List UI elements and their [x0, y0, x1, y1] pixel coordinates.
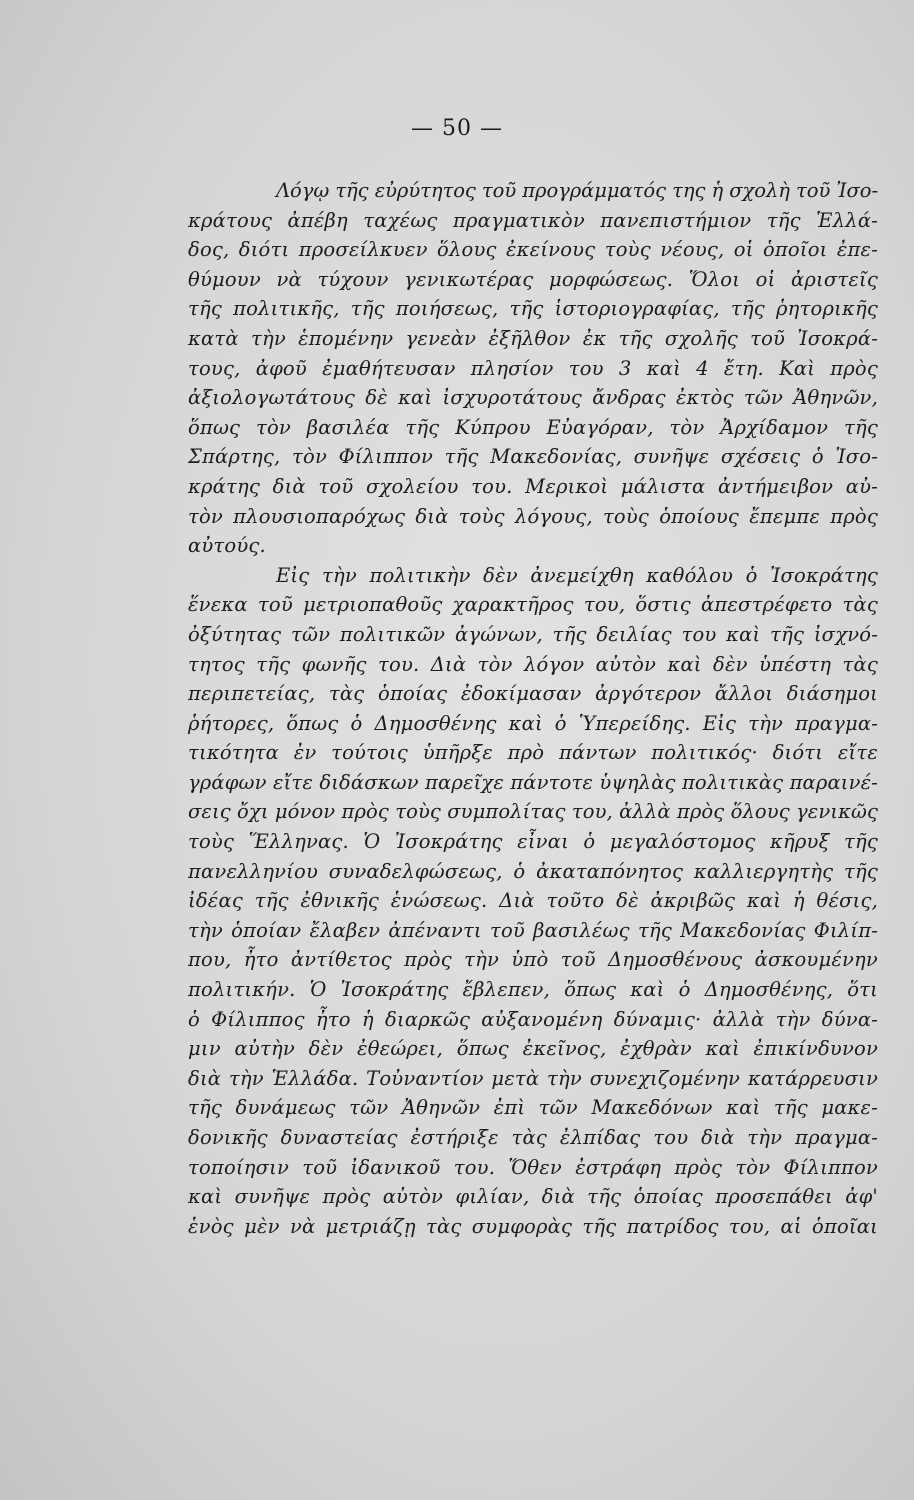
text-line: ῥήτορες, ὅπως ὁ Δημοσθένης καὶ ὁ Ὑπερείδης. Εἰς τὴν πραγμα-: [188, 711, 878, 735]
text-line: τῆς δυνάμεως τῶν Ἀθηνῶν ἐπὶ τῶν Μακεδόνων καὶ τῆς μακε-: [188, 1096, 878, 1120]
text-line: τους, ἀφοῦ ἐμαθήτευσαν πλησίον του 3 καὶ 4 ἔτη. Καὶ πρὸς: [188, 356, 878, 380]
text-line: που, ἦτο ἀντίθετος πρὸς τὴν ὑπὸ τοῦ Δημοσθένους ἀσκουμένην: [188, 948, 878, 972]
text-line: τῆς πολιτικῆς, τῆς ποιήσεως, τῆς ἱστοριογραφίας, τῆς ῥητορικῆς: [188, 297, 878, 321]
text-line: κατὰ τὴν ἑπομένην γενεὰν ἐξῆλθον ἐκ τῆς σχολῆς τοῦ Ἰσοκρά-: [188, 326, 878, 350]
text-line: διὰ τὴν Ἑλλάδα. Τοὐναντίον μετὰ τὴν συνεχιζομένην κατάρρευσιν: [188, 1066, 878, 1090]
text-line: Εἰς τὴν πολιτικὴν δὲν ἀνεμείχθη καθόλου ὁ Ἰσοκράτης: [276, 563, 878, 587]
text-line: ὁ Φίλιππος ἦτο ἡ διαρκῶς αὐξανομένη δύναμις· ἀλλὰ τὴν δύνα-: [188, 1007, 878, 1031]
text-line: γράφων εἴτε διδάσκων παρεῖχε πάντοτε ὑψηλὰς πολιτικὰς παραινέ-: [188, 770, 878, 794]
text-line: ἑνὸς μὲν νὰ μετριάζῃ τὰς συμφορὰς τῆς πατρίδος του, αἱ ὁποῖαι: [188, 1214, 878, 1238]
text-line: τοποίησιν τοῦ ἰδανικοῦ του. Ὅθεν ἐστράφη πρὸς τὸν Φίλιππον: [188, 1155, 878, 1179]
text-line: καὶ συνῆψε πρὸς αὐτὸν φιλίαν, διὰ τῆς ὁποίας προσεπάθει ἀφ': [188, 1185, 878, 1209]
page-number: — 50 —: [411, 116, 503, 141]
text-line: Λόγῳ τῆς εὐρύτητος τοῦ προγράμματός της ἡ σχολὴ τοῦ Ἰσο-: [276, 179, 878, 202]
text-line: ὅπως τὸν βασιλέα τῆς Κύπρου Εὐαγόραν, τὸν Ἀρχίδαμον τῆς: [188, 415, 878, 439]
text-line: δονικῆς δυναστείας ἐστήριξε τὰς ἐλπίδας του διὰ τὴν πραγμα-: [188, 1126, 878, 1149]
body-text: [188, 176, 878, 1241]
text-line: ἰδέας τῆς ἐθνικῆς ἑνώσεως. Διὰ τοῦτο δὲ ἀκριβῶς καὶ ἡ θέσις,: [188, 889, 878, 913]
text-line: Σπάρτης, τὸν Φίλιππον τῆς Μακεδονίας, συνῆψε σχέσεις ὁ Ἰσο-: [188, 445, 878, 469]
text-line: αὐτούς.: [188, 534, 266, 558]
text-line: περιπετείας, τὰς ὁποίας ἐδοκίμασαν ἀργότερον ἄλλοι διάσημοι: [188, 682, 878, 706]
text-line: πολιτικήν. Ὁ Ἰσοκράτης ἔβλεπεν, ὅπως καὶ ὁ Δημοσθένης, ὅτι: [188, 978, 878, 1002]
text-line: θύμουν νὰ τύχουν γενικωτέρας μορφώσεως. Ὅλοι οἱ ἀριστεῖς: [188, 267, 878, 291]
text-line: πανελληνίου συναδελφώσεως, ὁ ἀκαταπόνητος καλλιεργητὴς τῆς: [188, 859, 878, 883]
text-line: δος, διότι προσείλκυεν ὅλους ἐκείνους τοὺς νέους, οἱ ὁποῖοι ἐπε-: [188, 238, 878, 262]
text-line: τοὺς Ἕλληνας. Ὁ Ἰσοκράτης εἶναι ὁ μεγαλόστομος κῆρυξ τῆς: [188, 830, 878, 854]
text-line: τὴν ὁποίαν ἔλαβεν ἀπέναντι τοῦ βασιλέως τῆς Μακεδονίας Φιλίπ-: [188, 918, 878, 942]
text-line: τικότητα ἐν τούτοις ὑπῆρξε πρὸ πάντων πολιτικός· διότι εἴτε: [188, 741, 878, 765]
text-line: μιν αὐτὴν δὲν ἐθεώρει, ὅπως ἐκεῖνος, ἐχθρὰν καὶ ἐπικίνδυνον: [188, 1037, 878, 1061]
text-line: ἕνεκα τοῦ μετριοπαθοῦς χαρακτῆρος του, ὅστις ἀπεστρέφετο τὰς: [188, 593, 878, 617]
paragraph-2: [188, 561, 878, 1242]
text-line: τὸν πλουσιοπαρόχως διὰ τοὺς λόγους, τοὺς ὁποίους ἔπεμπε πρὸς: [188, 504, 878, 528]
text-line: κράτης διὰ τοῦ σχολείου του. Μερικοὶ μάλιστα ἀντήμειβον αὐ-: [188, 474, 878, 498]
text-line: ἀξιολογωτάτους δὲ καὶ ἰσχυροτάτους ἄνδρας ἐκτὸς τῶν Ἀθηνῶν,: [188, 386, 878, 410]
paragraph-1: [188, 176, 878, 561]
text-line: κράτους ἀπέβη ταχέως πραγματικὸν πανεπιστήμιον τῆς Ἑλλά-: [188, 208, 878, 232]
text-line: ὀξύτητας τῶν πολιτικῶν ἀγώνων, τῆς δειλίας του καὶ τῆς ἰσχνό-: [188, 622, 878, 646]
text-line: σεις ὄχι μόνον πρὸς τοὺς συμπολίτας του, ἀλλὰ πρὸς ὅλους γενικῶς: [188, 800, 878, 824]
text-line: τητος τῆς φωνῆς του. Διὰ τὸν λόγον αὐτὸν καὶ δὲν ὑπέστη τὰς: [188, 652, 878, 676]
